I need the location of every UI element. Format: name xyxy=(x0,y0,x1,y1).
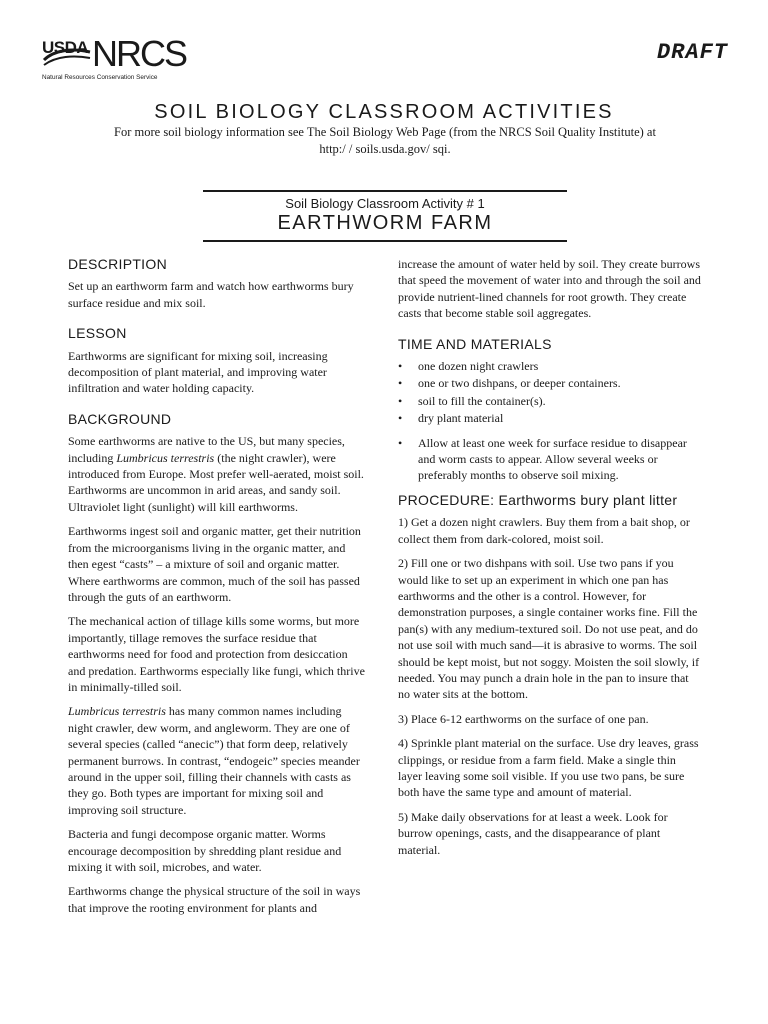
time-list xyxy=(398,435,702,484)
time-materials-heading: TIME AND MATERIALS xyxy=(398,335,552,352)
procedure-step-3 xyxy=(398,711,702,727)
step-text: Look for burrow openings, casts, and the disappearance of plant material. xyxy=(398,809,668,857)
background-continued: increase the amount of water held by soil. They create burrows that speed the movement of water into and through the soil and provide nutrient-lined channels for root growth. They create casts that become stable soil aggregates. xyxy=(398,257,701,321)
list-item: • dry plant material xyxy=(398,410,702,426)
step-lead: 2) Fill one or two dishpans with soil. xyxy=(398,556,575,571)
background-paragraph-2: Earthworms ingest soil and organic matter, get their nutrition from the microorganisms living in the organic matter, and then egest “casts” – a mixture of soil and organic matter. Where earthworms are common, much of the soil has passed through the guts of an earthworm. xyxy=(68,524,361,604)
lesson-text: Earthworms are significant for mixing soil, increasing decomposition of plant material, and improving water infiltration and water holding capacity. xyxy=(68,348,328,396)
background-heading: BACKGROUND xyxy=(68,410,172,427)
list-item: • Allow at least one week for surface residue to disappear and worm casts to appear. Allow several weeks or preferably months to observe soil mixing. xyxy=(398,435,702,484)
procedure-step-4 xyxy=(398,735,702,801)
usda-nrcs-logo xyxy=(42,33,187,86)
logo-usda-text: USDA xyxy=(42,38,89,57)
bg1-text-a: Some earthworms are native to the US, but many species, including xyxy=(68,434,345,465)
description-text: Set up an earthworm farm and watch how earthworms bury surface residue and mix soil. xyxy=(68,279,354,310)
procedure-heading: PROCEDURE: Earthworms bury plant litter xyxy=(398,491,678,508)
background-paragraph-4 xyxy=(68,703,366,818)
background-paragraph-6: Earthworms change the physical structure of the soil in ways that improve the rooting environment for plants and xyxy=(68,884,361,915)
activity-title-box xyxy=(203,190,567,242)
left-column xyxy=(68,256,366,924)
list-item: • one or two dishpans, or deeper containers. xyxy=(398,375,702,391)
lesson-heading: LESSON xyxy=(68,325,127,342)
page-title: SOIL BIOLOGY CLASSROOM ACTIVITIES xyxy=(154,101,614,123)
materials-list xyxy=(398,358,702,427)
step-text: Buy them from a bait shop, or collect them from dark-colored, moist soil. xyxy=(398,515,690,546)
description-heading: DESCRIPTION xyxy=(68,256,167,272)
logo-tagline: Natural Resources Conservation Service xyxy=(42,74,158,81)
list-item: • one dozen night crawlers xyxy=(398,358,702,374)
background-paragraph-5: Bacteria and fungi decompose organic matter. Worms encourage decomposition by shredding plant residue and mixing it with soil, microbes, and water. xyxy=(68,827,342,874)
bg4-species: Lumbricus terrestris xyxy=(68,704,166,719)
bg4-text: has many common names including night crawler, dew worm, and angleworm. They are one of several species (called “anecic”) that form deep, relatively permanent burrows. In contrast, “endogeic” species meander around in the upper soil, filling their channels with casts as they go. Both types are important for mixing soil and improving soil structure. xyxy=(68,704,360,817)
logo-nrcs-text: NRCS xyxy=(92,33,187,74)
background-paragraph-1 xyxy=(68,433,366,515)
page-subtitle xyxy=(110,124,660,158)
procedure-step-5 xyxy=(398,809,702,858)
activity-label: Soil Biology Classroom Activity # 1 xyxy=(285,196,485,211)
background-paragraph-3: The mechanical action of tillage kills some worms, but more importantly, tillage removes the surface residue that earthworms need for food and protection from desiccation and predation. Earthworms especially like fungi, which thrive in minimally-tilled soil. xyxy=(68,614,365,694)
draft-watermark: DRAFT xyxy=(656,40,728,65)
step-text: Use two pans if you would like to set up an experiment in which one pan has earthworms and the other is a control. However, for demonstration purposes, a single container works fine. Fill the pan(s) with any medium-textured soil. Do not use peat, and do not use soil with much sand—it is abrasive to worms. The soil should be kept moist, but not soggy. Moisten the soil slowly, if needed. You may punch a drain hole in the pan to insure that no water sits at the bottom. xyxy=(398,556,700,702)
step-lead: 4) Sprinkle plant material on the surface. xyxy=(398,736,595,751)
step-lead: 1) Get a dozen night crawlers. xyxy=(398,515,543,530)
step-lead: 5) Make daily observations for at least a week. xyxy=(398,809,623,824)
list-item: • soil to fill the container(s). xyxy=(398,393,702,409)
bg1-text-b: (the night crawler), were introduced from Europe. Most prefer well-aerated, moist soil. Earthworms are uncommon in arid areas, and sandy soil. Ultraviolet light (sunlight) will kill earthworms. xyxy=(68,450,364,514)
procedure-step-1 xyxy=(398,514,702,547)
procedure-step-2 xyxy=(398,555,702,703)
activity-title: EARTHWORM FARM xyxy=(277,212,493,234)
bg1-species: Lumbricus terrestris xyxy=(116,450,215,465)
right-column xyxy=(398,256,702,866)
subtitle-line-1: For more soil biology information see The Soil Biology Web Page (from the NRCS Soil Quality Institute) at xyxy=(114,125,656,139)
step-text: Use dry leaves, grass clippings, or residue from a farm field. Make a single thin layer leaving some soil visible. If you use two pans, be sure both have the same type and amount of material. xyxy=(398,736,699,800)
step-lead: 3) Place 6-12 earthworms on the surface of one pan. xyxy=(398,711,649,726)
subtitle-link[interactable]: http:/ / soils.usda.gov/ sqi. xyxy=(319,142,451,156)
